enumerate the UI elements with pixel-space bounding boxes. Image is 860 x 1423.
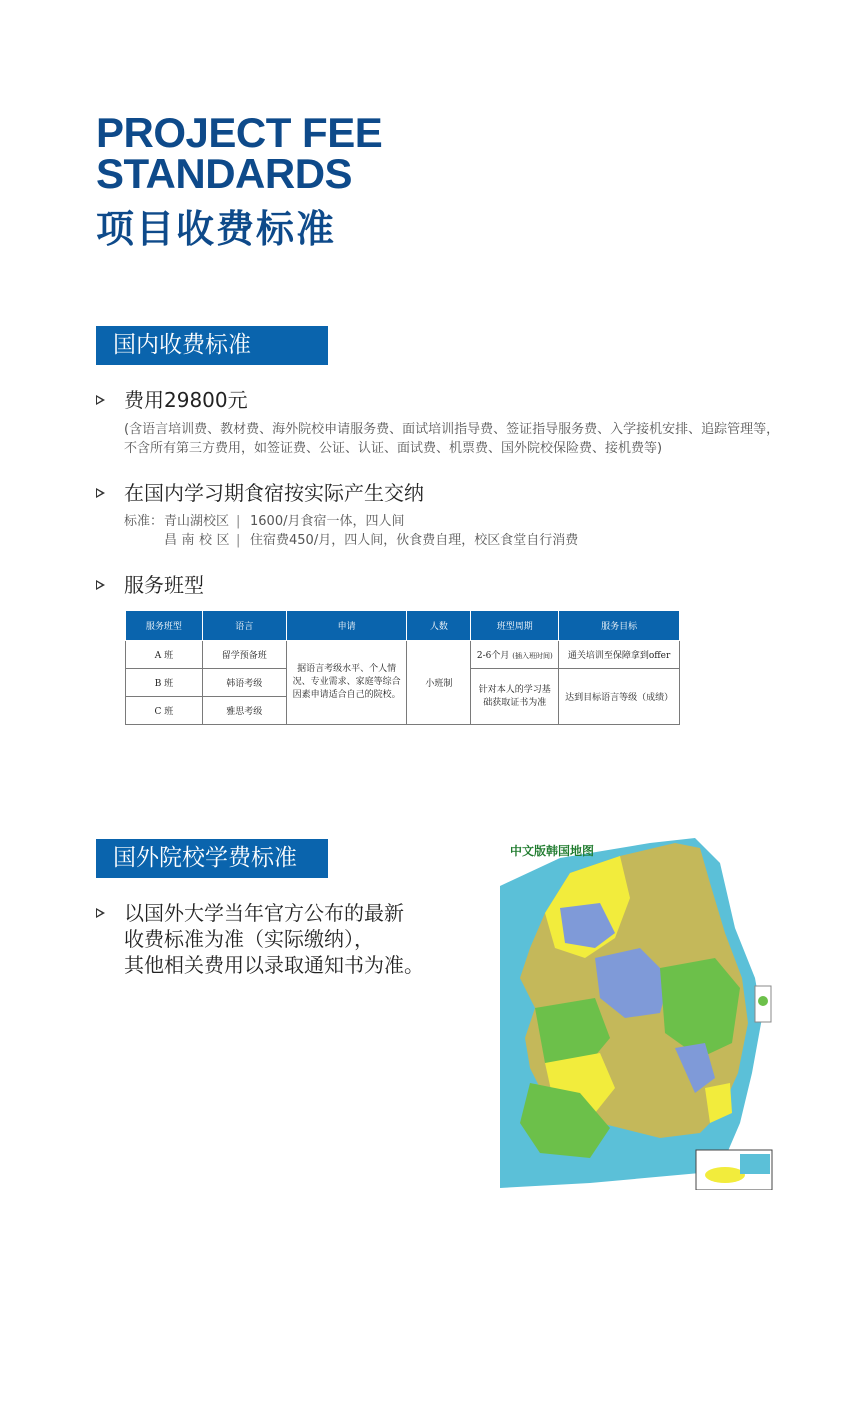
triangle-bullet-icon [96,908,105,918]
abroad-line1: 以国外大学当年官方公布的最新 [124,901,404,925]
class-cell: A 班 [126,641,203,669]
abroad-fee-banner: 国外院校学费标准 [96,839,328,878]
campus-name: 昌南校区 [164,533,235,548]
lodging-bullet [96,480,424,506]
table-row [126,641,680,669]
page-title-en [96,109,383,197]
title-en-line2: STANDARDS [96,150,353,197]
domestic-fee-banner: 国内收费标准 [96,326,328,365]
triangle-bullet-icon [96,488,105,498]
size-cell: 小班制 [407,641,471,725]
separator: | [236,514,241,529]
abroad-line3: 其他相关费用以录取通知书为准。 [124,953,424,977]
class-cell: B 班 [126,669,203,697]
cycle-value: 2-6个月 [476,651,510,661]
lang-cell: 雅思考级 [202,697,286,725]
fee-note [124,420,779,458]
campus-desc: 1600/月食宿一体，四人间 [250,514,405,529]
service-class-table [125,610,680,725]
table-header: 申请 [286,611,407,641]
cycle-note: (插入班时间) [512,652,553,660]
separator: | [236,533,241,548]
triangle-bullet-icon [96,580,105,590]
table-header: 班型周期 [471,611,559,641]
lang-cell: 韩语考级 [202,669,286,697]
class-bullet [96,572,204,598]
abroad-text [124,900,424,978]
goal-cell: 通关培训至保障拿到offer [559,641,680,669]
fee-bullet [96,387,248,413]
campus-name: 青山湖校区 [164,514,230,529]
title-en-line1: PROJECT FEE [96,109,383,156]
table-header: 服务班型 [126,611,203,641]
apply-cell: 据语言考级水平、个人情况、专业需求、家庭等综合因素申请适合自己的院校。 [286,641,407,725]
table-header-row [126,611,680,641]
abroad-line2: 收费标准为准（实际缴纳）， [124,927,374,951]
cycle-cell [471,641,559,669]
korea-map [500,838,773,1190]
class-title: 服务班型 [124,573,204,597]
cycle-cell: 针对本人的学习基础获取证书为准 [471,669,559,725]
abroad-bullet [96,900,424,978]
table-header: 人数 [407,611,471,641]
table-header: 服务目标 [559,611,680,641]
map-title: 中文版韩国地图 [510,844,595,858]
standard-label: 标准： [124,514,164,529]
korea-map-image [500,838,773,1190]
fee-note-line2: 不含所有第三方费用，如签证费、公证、认证、面试费、机票费、国外院校保险费、接机费等) [124,441,663,456]
table-header: 语言 [202,611,286,641]
lodging-standard [124,512,578,550]
goal-cell: 达到目标语言等级（成绩） [559,669,680,725]
fee-title: 费用29800元 [124,388,248,412]
lodging-title: 在国内学习期食宿按实际产生交纳 [124,481,424,505]
triangle-bullet-icon [96,395,105,405]
fee-note-line1: (含语言培训费、教材费、海外院校申请服务费、面试培训指导费、签证指导服务费、入学接机安排、追踪管理等， [124,422,780,437]
page-title-cn: 项目收费标准 [96,207,337,251]
campus-desc: 住宿费450/月，四人间，伙食费自理，校区食堂自行消费 [250,533,579,548]
lang-cell: 留学预备班 [202,641,286,669]
class-cell: C 班 [126,697,203,725]
